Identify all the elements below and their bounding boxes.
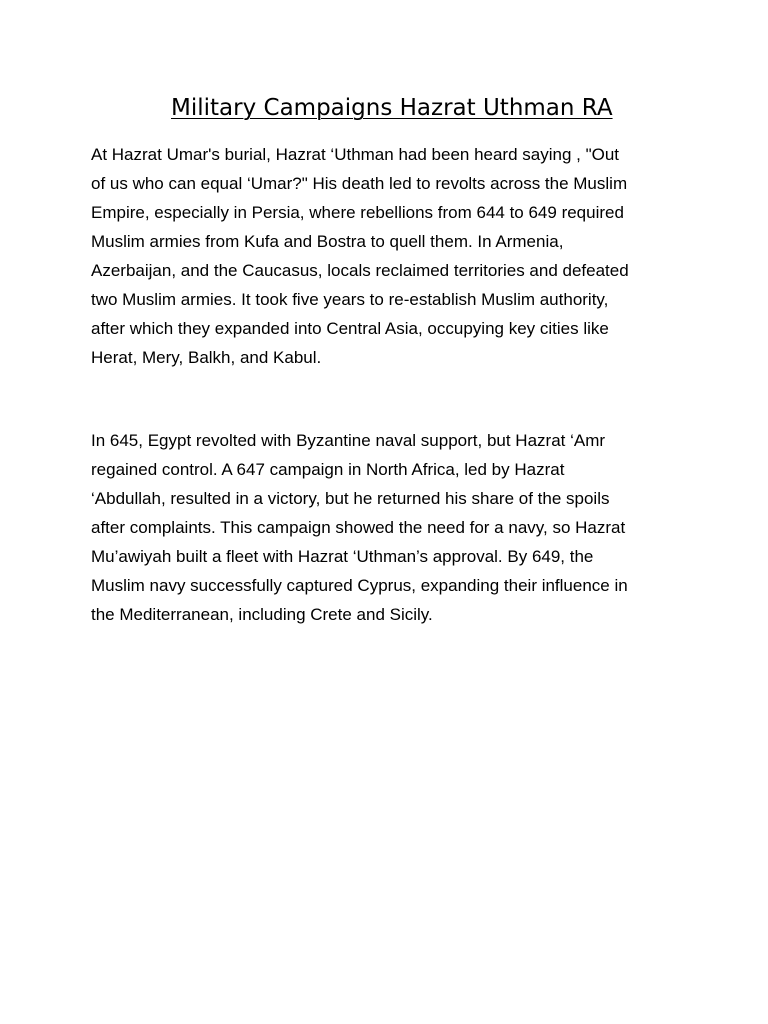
paragraph-line: Muslim navy successfully captured Cyprus, expanding their influence in [91,576,628,595]
paragraph-line: In 645, Egypt revolted with Byzantine naval support, but Hazrat ‘Amr [91,431,606,450]
paragraph-line: the Mediterranean, including Crete and Sicily. [91,605,433,624]
paragraph-line: Mu’awiyah built a fleet with Hazrat ‘Uthman’s approval. By 649, the [91,547,594,566]
paragraph-line: Empire, especially in Persia, where rebellions from 644 to 649 required [91,203,624,222]
paragraph-line: after complaints. This campaign showed the need for a navy, so Hazrat [91,518,626,537]
paragraph-line: regained control. A 647 campaign in North Africa, led by Hazrat [91,460,565,479]
paragraph-line: At Hazrat Umar's burial, Hazrat ‘Uthman had been heard saying , "Out [91,145,620,164]
paragraph-line: Muslim armies from Kufa and Bostra to quell them. In Armenia, [91,232,564,251]
paragraph-1 [91,140,691,372]
paragraph-line: ‘Abdullah, resulted in a victory, but he returned his share of the spoils [91,489,610,508]
paragraph-line: Herat, Mery, Balkh, and Kabul. [91,348,322,367]
document-title: Military Campaigns Hazrat Uthman RA [171,95,613,121]
paragraph-line: Azerbaijan, and the Caucasus, locals reclaimed territories and defeated [91,261,629,280]
paragraph-line: of us who can equal ‘Umar?" His death led to revolts across the Muslim [91,174,628,193]
paragraph-line: two Muslim armies. It took five years to re-establish Muslim authority, [91,290,609,309]
paragraph-line: after which they expanded into Central Asia, occupying key cities like [91,319,609,338]
paragraph-2 [91,426,691,629]
